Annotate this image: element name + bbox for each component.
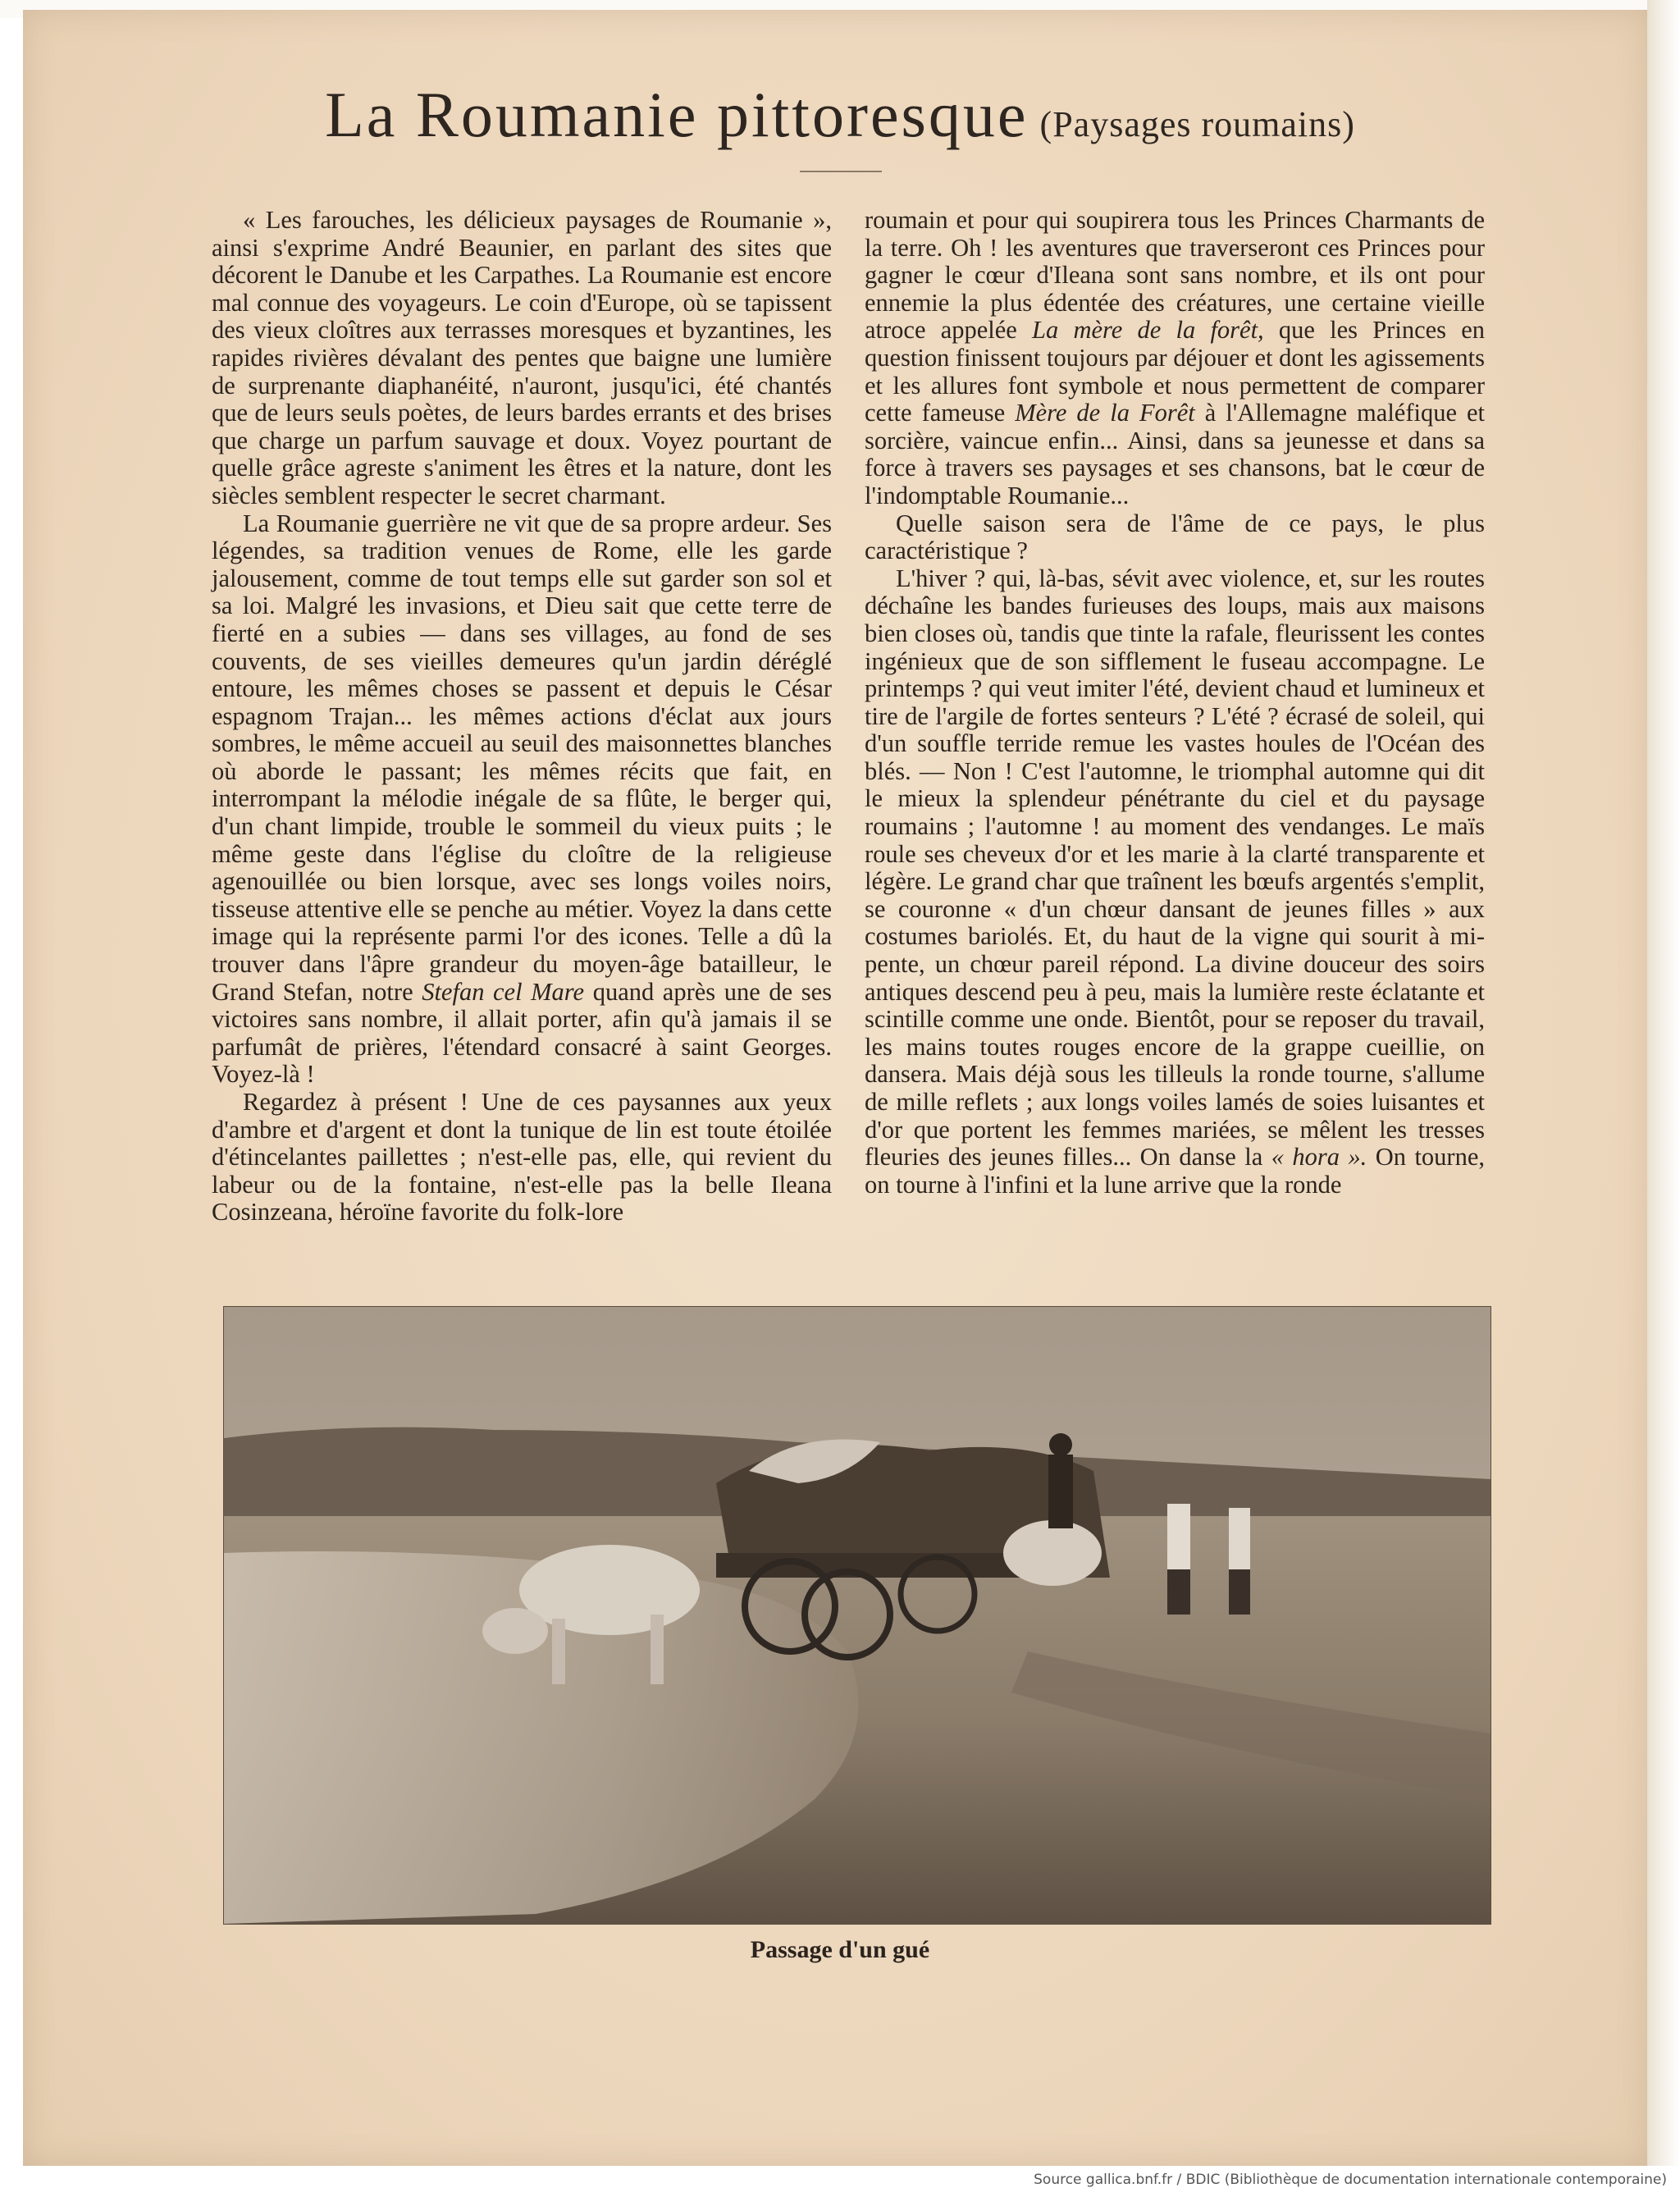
paragraph	[865, 207, 1485, 510]
paragraph: Quelle saison sera de l'âme de ce pays, le plus caractéristique ?	[865, 509, 1485, 565]
article-subtitle: (Paysages roumains)	[1039, 104, 1355, 144]
peasant-figure	[1229, 1508, 1250, 1569]
source-footer: Source gallica.bnf.fr / BDIC (Bibliothèque de documentation internationale contemporaine)	[1034, 2172, 1667, 2188]
text-run: On tourne, on tourne à l'infini et la lune arrive que la ronde	[865, 1143, 1486, 1199]
right-column	[865, 207, 1485, 1199]
italic-text: Stefan cel Mare	[422, 977, 585, 1006]
peasant-legs	[1167, 1569, 1190, 1615]
photograph-ford-crossing	[223, 1306, 1491, 1925]
italic-text: Mère de la Forêt	[1015, 399, 1195, 427]
photo-caption: Passage d'un gué	[750, 1936, 930, 1963]
left-column	[212, 207, 832, 1226]
ox	[1003, 1520, 1102, 1586]
text-run: L'hiver ? qui, là-bas, sévit avec violence, et, sur les routes déchaîne les bandes furieuses des loups, mais aux maisons bien closes où, tandis que tinte la rafale, fleurissent les contes ingénieux que de son sifflement le fuseau accompagne. Le printemps ? qui veut imiter l'été, devient chaud et lumineux et tire de l'argile de fortes senteurs ? L'été ? écrasé de soleil, qui d'un souffle terride remue les vastes houles de l'Océan des blés. — Non ! C'est l'automne, le triomphal automne qui dit le mieux la splendeur pénétrante du ciel et du paysage roumains ; l'automne ! au moment des vendanges. Le maïs roule ses cheveux d'or et les marie à la clarté transparente et légère. Le grand char que traînent les bœufs argentés s'emplit, se couronne « d'un chœur dansant de jeunes filles » aux costumes bariolés. Et, du haut de la vigne qui sourit à mi-pente, un chœur pareil répond. La divine douceur des soirs antiques descend peu à peu, mais la lumière reste éclatante et scintille comme une onde. Bientôt, pour se reposer du travail, les mains toutes rouges encore de la grappe cueillie, on dansera. Mais déjà sous les tilleuls la ronde tourne, s'allume de mille reflets ; aux longs voiles lamés de soies luisantes et d'or que portent les femmes mariées, se mêlent les tresses fleuries des jeunes filles... On danse la	[865, 564, 1485, 1172]
ox-cart-photo-illustration	[224, 1307, 1491, 1924]
ox-leg	[552, 1619, 565, 1684]
ox-leg	[651, 1615, 664, 1684]
article-heading	[0, 78, 1680, 152]
ox-head	[482, 1608, 548, 1654]
text-run: roumain et pour qui soupirera tous les Princes Charmants de la terre. Oh ! les aventures que traverseront ces Princes pour gagner le cœur d'Ileana sont sans nombre, et ils ont pour ennemie la plus édentée des créatures, une certaine vieille atroce appelée	[865, 206, 1485, 345]
text-run: à l'Allemagne maléfique et sorcière, vaincue enfin... Ainsi, dans sa jeunesse et dans sa force à travers ses paysages et ses chansons, bat le cœur de l'indomptable Roumanie...	[865, 399, 1486, 509]
paragraph	[212, 510, 832, 1089]
scan-margin-right	[1647, 0, 1680, 2166]
peasant-figure	[1048, 1455, 1073, 1528]
text-run: La Roumanie guerrière ne vit que de sa propre ardeur. Ses légendes, sa tradition venues de Rome, elle les garde jalousement, comme de tout temps elle sut garder son sol et sa loi. Malgré les invasions, et Dieu sait que cette terre de fierté en a subies — dans ses villages, au fond de ses couvents, de ses vieilles demeures qu'un jardin déréglé entoure, les mêmes choses se passent et depuis le César espagnom Trajan... les mêmes actions d'éclat aux jours sombres, le même accueil au seuil des maisonnettes blanches où aborde le passant; les mêmes récits que fait, en interrompant la mélodie inégale de sa flûte, le berger qui, d'un chant limpide, trouble le sommeil du vieux puits ; le même geste dans l'église du cloître de la religieuse agenouillée ou bien lorsque, avec ses longs voiles noirs, tisseuse attentive elle se penche au métier. Voyez la dans cette image qui la représente parmi l'or des icones. Telle a dû la trouver dans l'âpre grandeur du moyen-âge batailleur, le Grand Stefan, notre	[212, 509, 832, 1006]
text-run: quand après une de ses victoires sans nombre, il allait porter, afin qu'à jamais il se parfumât de prières, l'étendard consacré à saint Georges. Voyez-là !	[212, 977, 833, 1089]
italic-text: La mère de la forêt,	[1032, 316, 1264, 345]
peasant-head	[1049, 1433, 1072, 1456]
peasant-legs	[1229, 1569, 1250, 1615]
peasant-figure	[1167, 1504, 1190, 1569]
article-title: La Roumanie pittoresque	[325, 79, 1029, 150]
paragraph: « Les farouches, les délicieux paysages de Roumanie », ainsi s'exprime André Beaunier, en parlant des sites que décorent le Danube et les Carpathes. La Roumanie est encore mal connue des voyageurs. Le coin d'Europe, où se tapissent des vieux cloîtres aux terrasses moresques et byzantines, les rapides rivières dévalant des pentes que baigne une lumière de surprenante diaphanéité, n'auront, jusqu'ici, été chantés que de leurs seuls poètes, de leurs bardes errants et des brises que charge un parfum sauvage et doux. Voyez pourtant de quelle grâce agreste s'animent les êtres et la nature, dont les siècles semblent respecter le secret charmant.	[212, 206, 832, 509]
italic-text: « hora ».	[1271, 1143, 1367, 1172]
title-underline	[800, 171, 882, 172]
text-run: que les Princes en question finissent toujours par déjouer et dont les agissements et les allures font symbole et nous permettent de comparer cette fameuse	[865, 316, 1486, 427]
ox	[519, 1545, 700, 1635]
paragraph: Regardez à présent ! Une de ces paysannes aux yeux d'ambre et d'argent et dont la tunique de lin est toute étoilée d'étincelantes paillettes ; n'est-elle pas, elle, qui revient du labeur ou de la fontaine, n'est-elle pas la belle Ileana Cosinzeana, héroïne favorite du folk-lore	[212, 1088, 832, 1226]
paragraph	[865, 565, 1485, 1199]
